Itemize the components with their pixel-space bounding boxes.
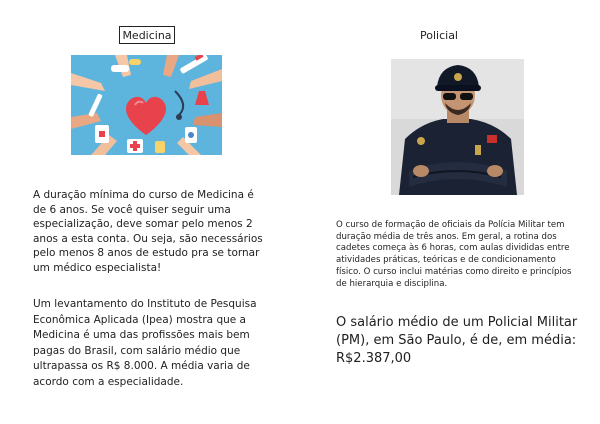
policial-duration-text: O curso de formação de oficiais da Polícia Militar tem duração média de três anos. Em geral, a rotina dos cadetes começa às 6 horas, com aulas divididas entre atividades práticas, teóricas e de condicionamento físico. O curso inclui matérias como direito e princípios de hierarquia e disciplina. (336, 220, 572, 289)
policial-title: Policial (420, 29, 458, 42)
police-officer-photo-icon (391, 59, 524, 195)
policial-salary-text: O salário médio de um Policial Militar (PM), em São Paulo, é de, em média: R$2.387,00 (336, 315, 578, 366)
medicina-salary-text: Um levantamento do Instituto de Pesquisa Econômica Aplicada (Ipea) mostra que a Medicina é uma das profissões mais bem pagas do Brasil, com salário médio que ultrapassa os R$ 8.000. A média varia de acordo com a especialidade. (33, 298, 257, 388)
police-officer-image (391, 59, 524, 195)
medicina-title: Medicina (119, 26, 175, 44)
medicina-duration-text: A duração mínima do curso de Medicina é de 6 anos. Se você quiser seguir uma especialização, deve somar pelo menos 2 anos a esta conta. Ou seja, são necessários pelo menos 8 anos de estudo pra se tornar um médico especialista! (33, 189, 263, 274)
medical-illustration-image (71, 55, 222, 155)
medical-hands-heart-illustration-icon (71, 55, 222, 155)
